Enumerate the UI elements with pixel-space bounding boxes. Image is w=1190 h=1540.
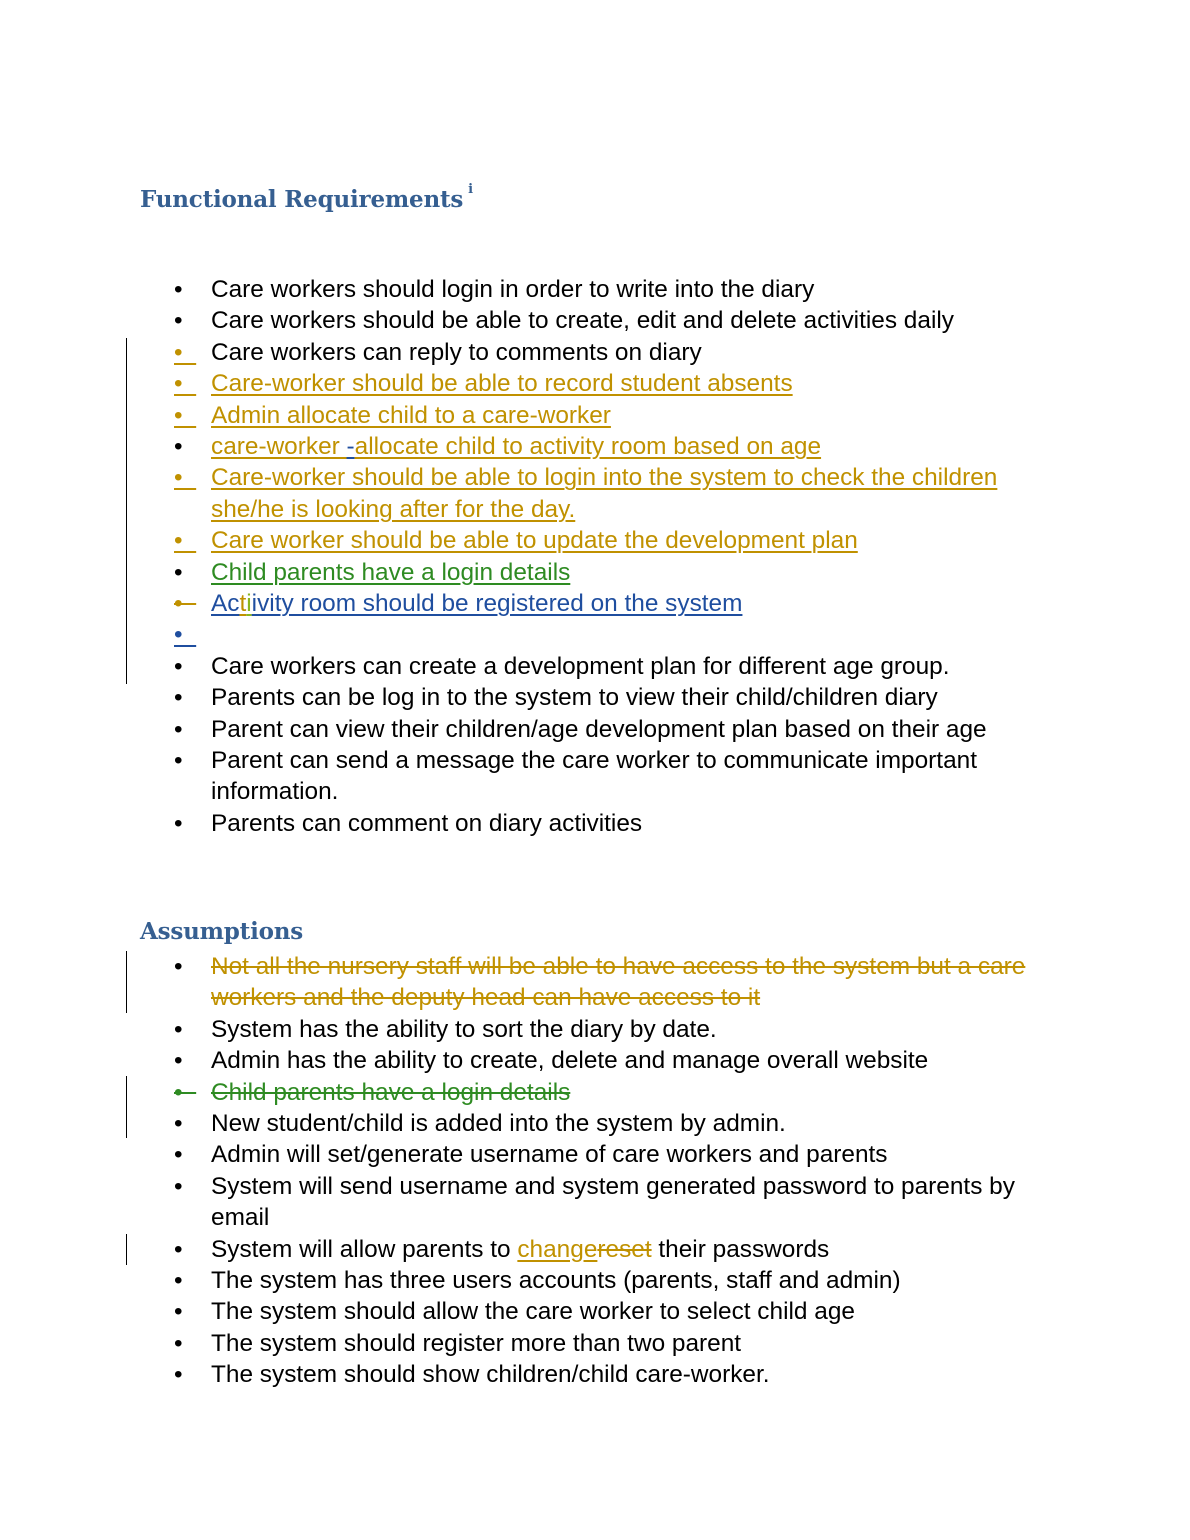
text-run: System will allow parents to: [211, 1235, 518, 1263]
list-item: [0, 1265, 1190, 1296]
text-run: Care workers should login in order to write into the diary: [211, 276, 815, 303]
list-item: [0, 274, 1190, 305]
list-item-text: [211, 1296, 1061, 1327]
text-run: Care worker should be able to update the development plan: [211, 527, 858, 555]
text-run: Ac: [211, 590, 240, 618]
text-run: their passwords: [651, 1235, 830, 1263]
bullet-icon: •: [174, 558, 183, 586]
list-item-text: [211, 951, 1061, 1014]
list-item: [0, 431, 1190, 462]
list-item-text: [211, 305, 1061, 336]
text-run: Parent can send a message the care worker to communicate important information.: [211, 747, 977, 806]
list-item-text: [211, 651, 1061, 682]
list-item-text: [211, 337, 1061, 368]
text-run: change: [517, 1235, 598, 1263]
bullet-icon: •: [174, 953, 183, 980]
list-item-text: [211, 1077, 1061, 1108]
text-run: System will send username and system generated password to parents by email: [211, 1172, 1015, 1232]
bullet-icon: •: [174, 1047, 183, 1075]
assumptions-list: [0, 951, 1190, 1391]
text-run: ivity room should be registered on the system: [251, 590, 743, 618]
bullet-icon: •: [174, 370, 197, 398]
bullet-icon: •: [174, 433, 183, 461]
functional-requirements-list: [0, 274, 1190, 839]
text-run: System has the ability to sort the diary by date.: [211, 1015, 717, 1043]
list-item-text: [211, 682, 1061, 713]
list-item: [0, 951, 1190, 1014]
list-item-text: [211, 1139, 1061, 1170]
bullet-icon: •: [174, 1110, 183, 1138]
text-run: New student/child is added into the system by admin.: [211, 1110, 786, 1138]
list-item: [0, 1234, 1190, 1265]
list-item: [0, 525, 1190, 556]
list-item: [0, 714, 1190, 745]
list-item-text: [211, 1234, 1061, 1265]
bullet-icon: •: [174, 1361, 183, 1389]
list-item: [0, 1296, 1190, 1327]
text-run: Parents can comment on diary activities: [211, 809, 643, 837]
endnote-marker: i: [468, 182, 473, 197]
bullet-icon: •: [174, 1078, 197, 1106]
bullet-icon: •: [174, 715, 183, 743]
bullet-icon: •: [174, 652, 183, 680]
list-item-text: [211, 1171, 1061, 1234]
bullet-icon: •: [174, 338, 197, 366]
bullet-icon: •: [174, 747, 183, 775]
bullet-icon: •: [174, 590, 197, 618]
list-item-text: [211, 462, 1061, 525]
text-run: Care-worker should be able to record student absents: [211, 370, 793, 398]
list-item: [0, 1139, 1190, 1170]
text-run: Child parents have a login details: [211, 1078, 571, 1106]
bullet-icon: •: [174, 1298, 183, 1326]
list-item: [0, 682, 1190, 713]
text-run: reset: [597, 1235, 652, 1263]
list-item-text: [211, 1108, 1061, 1139]
list-item-text: [211, 368, 1061, 399]
list-item: [0, 1359, 1190, 1390]
text-run: t: [239, 590, 247, 618]
text-run: The system should register more than two parent: [211, 1329, 742, 1357]
list-item-text: [211, 274, 1061, 305]
list-item: [0, 305, 1190, 336]
bullet-icon: •: [174, 809, 183, 837]
list-item: [0, 588, 1190, 619]
list-item: [0, 1328, 1190, 1359]
bullet-icon: •: [174, 276, 183, 303]
list-item-text: [211, 557, 1061, 588]
text-run: i: [246, 590, 252, 618]
list-item: [0, 1045, 1190, 1076]
bullet-icon: •: [174, 307, 183, 335]
bullet-icon: •: [174, 1235, 183, 1263]
list-item-text: [211, 400, 1061, 431]
list-item: [0, 400, 1190, 431]
text-run: The system should show children/child care-worker.: [211, 1361, 770, 1389]
assumptions-heading: Assumptions: [140, 918, 304, 945]
list-item: [0, 1108, 1190, 1139]
list-item: [0, 745, 1190, 808]
list-item-text: [211, 745, 1061, 808]
text-run: allocate child to activity room based on age: [354, 433, 822, 461]
list-item-text: [211, 714, 1061, 745]
bullet-icon: •: [174, 621, 197, 649]
list-item-text: [211, 1265, 1061, 1296]
list-item: [0, 462, 1190, 525]
list-item-text: [211, 1045, 1061, 1076]
text-run: care-worker: [211, 433, 347, 461]
list-item: [0, 368, 1190, 399]
text-run: Care workers should be able to create, edit and delete activities daily: [211, 307, 954, 335]
text-run: Admin allocate child to a care-worker: [211, 401, 611, 429]
list-item-text: [211, 1328, 1061, 1359]
bullet-icon: •: [174, 1015, 183, 1043]
text-run: Care workers can create a development plan for different age group.: [211, 652, 950, 680]
list-item-text: [211, 1014, 1061, 1045]
text-run: Care workers can reply to comments on diary: [211, 338, 702, 366]
list-item-text: [211, 588, 1061, 619]
list-item: [0, 337, 1190, 368]
list-item: [0, 1014, 1190, 1045]
bullet-icon: •: [174, 1141, 183, 1169]
text-run: Child parents have a login details: [211, 558, 571, 586]
text-run: Admin will set/generate username of care workers and parents: [211, 1141, 888, 1169]
bullet-icon: •: [174, 1172, 183, 1200]
list-item: [0, 808, 1190, 839]
list-item: [0, 1171, 1190, 1234]
list-item: [0, 557, 1190, 588]
bullet-icon: •: [174, 401, 197, 429]
bullet-icon: •: [174, 684, 183, 712]
bullet-icon: •: [174, 1267, 183, 1295]
list-item-text: [211, 1359, 1061, 1390]
text-run: Not all the nursery staff will be able to have access to the system but a care workers and the deputy head can have access to it: [211, 953, 1026, 1012]
text-run: Care-worker should be able to login into the system to check the children she/he is looking after for the day.: [211, 464, 998, 523]
text-run: -: [346, 433, 355, 461]
text-run: Parents can be log in to the system to view their child/children diary: [211, 684, 938, 712]
functional-requirements-heading: Functional Requirements $^i$: [140, 182, 473, 213]
text-run: Parent can view their children/age development plan based on their age: [211, 715, 987, 743]
list-item-text: [211, 808, 1061, 839]
text-run: The system has three users accounts (parents, staff and admin): [211, 1267, 901, 1295]
list-item-text: [211, 431, 1061, 462]
text-run: Admin has the ability to create, delete and manage overall website: [211, 1047, 929, 1075]
list-item: [0, 1077, 1190, 1108]
bullet-icon: •: [174, 1329, 183, 1357]
list-item: [0, 651, 1190, 682]
text-run: The system should allow the care worker to select child age: [211, 1298, 855, 1326]
list-item-text: [211, 525, 1061, 556]
bullet-icon: •: [174, 527, 197, 555]
bullet-icon: •: [174, 464, 197, 492]
list-item: [0, 619, 1190, 650]
